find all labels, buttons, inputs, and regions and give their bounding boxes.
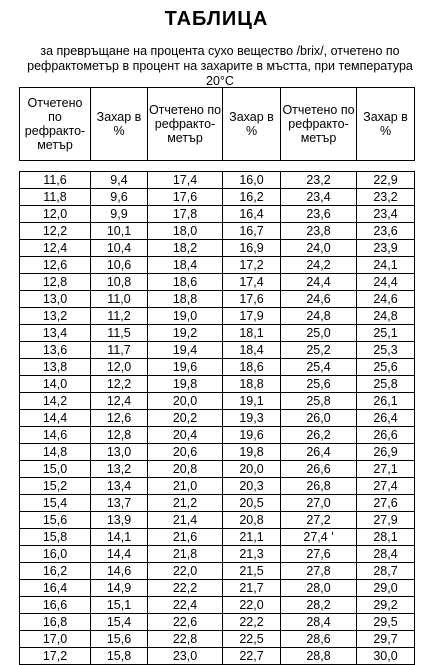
table-row xyxy=(20,512,415,529)
table-cell: 21,7 xyxy=(223,580,281,597)
table-cell: 16,0 xyxy=(223,172,281,189)
table-cell: 14,9 xyxy=(91,580,148,597)
table-cell: 16,6 xyxy=(20,597,91,614)
table-cell: 18,6 xyxy=(223,359,281,376)
table-cell: 14,1 xyxy=(91,529,148,546)
table-cell: 30,0 xyxy=(357,648,415,665)
table-row xyxy=(20,580,415,597)
table-cell: 13,2 xyxy=(91,461,148,478)
table-cell: 20,6 xyxy=(148,444,223,461)
table-cell: 19,2 xyxy=(148,325,223,342)
table-cell: 22,0 xyxy=(148,563,223,580)
table-cell: 27,9 xyxy=(357,512,415,529)
table-cell: 28,1 xyxy=(357,529,415,546)
table-cell: 28,2 xyxy=(281,597,357,614)
table-cell: 9,6 xyxy=(91,189,148,206)
table-cell: 21,4 xyxy=(148,512,223,529)
table-cell: 11,6 xyxy=(20,172,91,189)
table-row xyxy=(20,206,415,223)
table-cell: 26,9 xyxy=(357,444,415,461)
table-cell: 12,2 xyxy=(20,223,91,240)
table-cell: 19,3 xyxy=(223,410,281,427)
table-row xyxy=(20,223,415,240)
table-cell: 12,6 xyxy=(20,257,91,274)
table-cell: 10,4 xyxy=(91,240,148,257)
table-cell: 24,8 xyxy=(357,308,415,325)
table-cell: 19,8 xyxy=(148,376,223,393)
table-cell: 25,4 xyxy=(281,359,357,376)
table-row xyxy=(20,189,415,206)
table-cell: 13,4 xyxy=(20,325,91,342)
table-cell: 20,0 xyxy=(223,461,281,478)
table-cell: 23,4 xyxy=(281,189,357,206)
subtitle-line-1: за превръщане на процента сухо вещество /brix/, отчетено по xyxy=(40,44,400,58)
table-cell: 13,0 xyxy=(20,291,91,308)
header-refractometer-3: Отчетено по рефракто-метър xyxy=(281,88,357,161)
table-cell: 10,8 xyxy=(91,274,148,291)
table-cell: 24,6 xyxy=(357,291,415,308)
table-cell: 13,4 xyxy=(91,478,148,495)
table-cell: 29,7 xyxy=(357,631,415,648)
table-cell: 25,8 xyxy=(281,393,357,410)
table-row xyxy=(20,427,415,444)
table-cell: 27,8 xyxy=(281,563,357,580)
table-cell: 27,2 xyxy=(281,512,357,529)
table-row xyxy=(20,631,415,648)
table-cell: 19,6 xyxy=(148,359,223,376)
table-cell: 16,4 xyxy=(223,206,281,223)
table-cell: 16,7 xyxy=(223,223,281,240)
table-cell: 24,2 xyxy=(281,257,357,274)
table-cell: 22,6 xyxy=(148,614,223,631)
table-cell: 24,8 xyxy=(281,308,357,325)
table-cell: 19,6 xyxy=(223,427,281,444)
table-row xyxy=(20,274,415,291)
table-cell: 27,1 xyxy=(357,461,415,478)
conversion-table-header xyxy=(19,87,415,161)
table-cell: 11,2 xyxy=(91,308,148,325)
table-cell: 26,6 xyxy=(281,461,357,478)
table-cell: 21,8 xyxy=(148,546,223,563)
table-cell: 23,8 xyxy=(281,223,357,240)
table-row xyxy=(20,597,415,614)
header-sugar-2: Захар в % xyxy=(223,88,281,161)
table-cell: 18,4 xyxy=(223,342,281,359)
table-row xyxy=(20,359,415,376)
table-cell: 13,8 xyxy=(20,359,91,376)
table-cell: 13,0 xyxy=(91,444,148,461)
table-cell: 23,2 xyxy=(281,172,357,189)
table-cell: 23,9 xyxy=(357,240,415,257)
table-cell: 26,0 xyxy=(281,410,357,427)
table-row xyxy=(20,461,415,478)
table-cell: 17,4 xyxy=(223,274,281,291)
table-cell: 22,5 xyxy=(223,631,281,648)
table-row xyxy=(20,393,415,410)
table-cell: 26,2 xyxy=(281,427,357,444)
table-cell: 10,1 xyxy=(91,223,148,240)
table-cell: 16,8 xyxy=(20,614,91,631)
table-cell: 12,0 xyxy=(91,359,148,376)
table-cell: 18,4 xyxy=(148,257,223,274)
table-cell: 25,6 xyxy=(357,359,415,376)
table-cell: 22,4 xyxy=(148,597,223,614)
header-sugar-1: Захар в % xyxy=(91,88,148,161)
table-cell: 15,0 xyxy=(20,461,91,478)
table-cell: 28,4 xyxy=(357,546,415,563)
table-row xyxy=(20,648,415,665)
table-cell: 11,0 xyxy=(91,291,148,308)
table-cell: 24,4 xyxy=(281,274,357,291)
table-cell: 27,4 ' xyxy=(281,529,357,546)
table-cell: 21,3 xyxy=(223,546,281,563)
table-cell: 18,1 xyxy=(223,325,281,342)
table-cell: 18,2 xyxy=(148,240,223,257)
table-cell: 25,0 xyxy=(281,325,357,342)
table-cell: 24,6 xyxy=(281,291,357,308)
table-row xyxy=(20,529,415,546)
table-cell: 16,2 xyxy=(223,189,281,206)
table-cell: 13,7 xyxy=(91,495,148,512)
table-cell: 12,4 xyxy=(20,240,91,257)
table-cell: 12,0 xyxy=(20,206,91,223)
table-cell: 21,6 xyxy=(148,529,223,546)
table-cell: 19,4 xyxy=(148,342,223,359)
table-cell: 13,6 xyxy=(20,342,91,359)
table-cell: 21,1 xyxy=(223,529,281,546)
table-cell: 28,4 xyxy=(281,614,357,631)
table-row xyxy=(20,342,415,359)
table-cell: 17,4 xyxy=(148,172,223,189)
table-cell: 17,8 xyxy=(148,206,223,223)
table-row xyxy=(20,614,415,631)
table-cell: 20,8 xyxy=(148,461,223,478)
table-cell: 20,4 xyxy=(148,427,223,444)
table-cell: 12,4 xyxy=(91,393,148,410)
table-cell: 18,0 xyxy=(148,223,223,240)
table-cell: 22,0 xyxy=(223,597,281,614)
table-row xyxy=(20,444,415,461)
table-cell: 20,0 xyxy=(148,393,223,410)
table-cell: 29,2 xyxy=(357,597,415,614)
table-cell: 14,4 xyxy=(20,410,91,427)
table-cell: 12,2 xyxy=(91,376,148,393)
table-cell: 12,8 xyxy=(91,427,148,444)
table-cell: 27,6 xyxy=(357,495,415,512)
table-cell: 21,2 xyxy=(148,495,223,512)
table-cell: 29,5 xyxy=(357,614,415,631)
table-cell: 14,6 xyxy=(20,427,91,444)
table-cell: 20,3 xyxy=(223,478,281,495)
table-cell: 25,8 xyxy=(357,376,415,393)
table-cell: 24,0 xyxy=(281,240,357,257)
table-cell: 20,5 xyxy=(223,495,281,512)
table-cell: 28,6 xyxy=(281,631,357,648)
table-row xyxy=(20,495,415,512)
table-cell: 16,2 xyxy=(20,563,91,580)
table-cell: 15,6 xyxy=(20,512,91,529)
table-cell: 9,9 xyxy=(91,206,148,223)
table-cell: 17,6 xyxy=(223,291,281,308)
table-cell: 14,6 xyxy=(91,563,148,580)
table-row xyxy=(20,546,415,563)
table-cell: 15,2 xyxy=(20,478,91,495)
table-cell: 25,1 xyxy=(357,325,415,342)
table-cell: 13,2 xyxy=(20,308,91,325)
table-row xyxy=(20,308,415,325)
table-cell: 15,1 xyxy=(91,597,148,614)
table-cell: 16,4 xyxy=(20,580,91,597)
table-cell: 20,8 xyxy=(223,512,281,529)
table-row xyxy=(20,376,415,393)
table-row xyxy=(20,325,415,342)
table-cell: 18,8 xyxy=(148,291,223,308)
subtitle-line-2: рефрактометър в процент на захарите в мъстта, при температура 20°С xyxy=(27,59,413,88)
table-cell: 17,2 xyxy=(223,257,281,274)
table-cell: 18,6 xyxy=(148,274,223,291)
page-subtitle xyxy=(14,44,426,89)
table-cell: 25,2 xyxy=(281,342,357,359)
table-cell: 19,8 xyxy=(223,444,281,461)
table-cell: 26,4 xyxy=(357,410,415,427)
table-cell: 11,8 xyxy=(20,189,91,206)
table-row xyxy=(20,291,415,308)
table-cell: 27,4 xyxy=(357,478,415,495)
table-cell: 22,7 xyxy=(223,648,281,665)
table-cell: 20,2 xyxy=(148,410,223,427)
table-cell: 26,4 xyxy=(281,444,357,461)
table-row xyxy=(20,257,415,274)
header-refractometer-2: Отчетено по рефракто-метър xyxy=(148,88,223,161)
table-cell: 19,1 xyxy=(223,393,281,410)
table-row xyxy=(20,172,415,189)
table-cell: 13,9 xyxy=(91,512,148,529)
table-cell: 25,3 xyxy=(357,342,415,359)
table-row xyxy=(20,478,415,495)
table-cell: 28,0 xyxy=(281,580,357,597)
table-cell: 18,8 xyxy=(223,376,281,393)
table-cell: 15,8 xyxy=(91,648,148,665)
table-cell: 21,0 xyxy=(148,478,223,495)
table-row xyxy=(20,563,415,580)
table-cell: 23,4 xyxy=(357,206,415,223)
table-cell: 12,6 xyxy=(91,410,148,427)
table-cell: 14,2 xyxy=(20,393,91,410)
table-cell: 14,4 xyxy=(91,546,148,563)
table-cell: 22,2 xyxy=(148,580,223,597)
table-cell: 15,4 xyxy=(91,614,148,631)
table-cell: 16,9 xyxy=(223,240,281,257)
table-cell: 26,1 xyxy=(357,393,415,410)
table-cell: 28,8 xyxy=(281,648,357,665)
table-cell: 11,5 xyxy=(91,325,148,342)
table-cell: 23,0 xyxy=(148,648,223,665)
table-cell: 28,7 xyxy=(357,563,415,580)
table-cell: 29,0 xyxy=(357,580,415,597)
table-cell: 22,9 xyxy=(357,172,415,189)
table-row xyxy=(20,410,415,427)
table-cell: 24,1 xyxy=(357,257,415,274)
table-cell: 23,6 xyxy=(281,206,357,223)
table-cell: 22,2 xyxy=(223,614,281,631)
table-cell: 9,4 xyxy=(91,172,148,189)
table-cell: 11,7 xyxy=(91,342,148,359)
header-refractometer-1: Отчетено по рефракто-метър xyxy=(20,88,91,161)
table-cell: 17,2 xyxy=(20,648,91,665)
table-cell: 17,9 xyxy=(223,308,281,325)
table-cell: 21,5 xyxy=(223,563,281,580)
table-cell: 23,6 xyxy=(357,223,415,240)
table-cell: 22,8 xyxy=(148,631,223,648)
table-cell: 17,0 xyxy=(20,631,91,648)
table-cell: 10,6 xyxy=(91,257,148,274)
table-cell: 26,6 xyxy=(357,427,415,444)
table-cell: 12,8 xyxy=(20,274,91,291)
table-row xyxy=(20,240,415,257)
table-cell: 14,8 xyxy=(20,444,91,461)
table-cell: 23,2 xyxy=(357,189,415,206)
table-cell: 15,8 xyxy=(20,529,91,546)
header-sugar-3: Захар в % xyxy=(357,88,415,161)
table-cell: 26,8 xyxy=(281,478,357,495)
table-cell: 25,6 xyxy=(281,376,357,393)
table-cell: 19,0 xyxy=(148,308,223,325)
table-cell: 14,0 xyxy=(20,376,91,393)
table-cell: 27,0 xyxy=(281,495,357,512)
page-title: ТАБЛИЦА xyxy=(164,8,269,30)
table-cell: 27,6 xyxy=(281,546,357,563)
table-cell: 15,4 xyxy=(20,495,91,512)
conversion-table-body xyxy=(19,171,415,665)
table-cell: 15,6 xyxy=(91,631,148,648)
table-cell: 16,0 xyxy=(20,546,91,563)
table-cell: 24,4 xyxy=(357,274,415,291)
table-cell: 17,6 xyxy=(148,189,223,206)
